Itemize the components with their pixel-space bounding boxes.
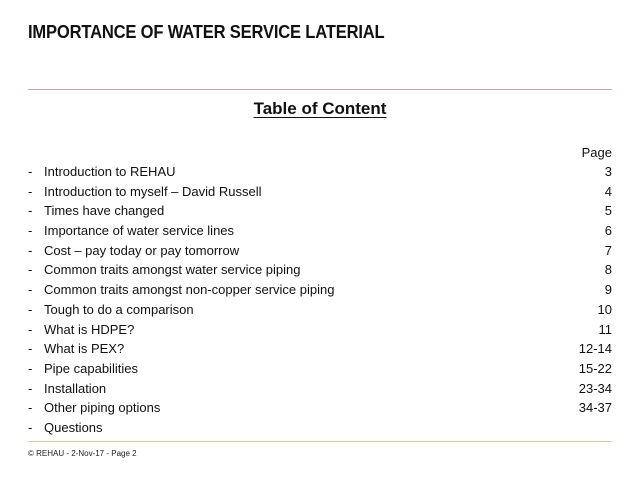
table-of-contents — [28, 162, 612, 438]
toc-item-page: 15-22 — [578, 360, 612, 376]
toc-item-title: Introduction to REHAU — [44, 164, 176, 179]
toc-item — [28, 300, 612, 320]
toc-item-page: 10 — [597, 301, 612, 317]
toc-item-title: Common traits amongst non-copper service piping — [44, 282, 335, 298]
toc-bullet: - — [28, 203, 33, 219]
toc-bullet: - — [28, 360, 33, 376]
toc-heading-text: Table of Content — [253, 99, 387, 118]
toc-item-title: What is HDPE? — [44, 321, 135, 337]
toc-item — [28, 398, 612, 418]
toc-item-page: 6 — [604, 223, 612, 239]
toc-item-title: Cost – pay today or pay tomorrow — [44, 242, 240, 258]
toc-bullet: - — [28, 321, 33, 337]
toc-bullet: - — [28, 183, 33, 199]
toc-item-page: 4 — [604, 183, 612, 199]
toc-bullet: - — [28, 164, 33, 179]
toc-item-page: 11 — [598, 321, 612, 337]
toc-item-page: 7 — [604, 242, 612, 258]
toc-item-page: 34-37 — [578, 400, 612, 416]
toc-item-title: Introduction to myself – David Russell — [44, 183, 262, 199]
toc-item-title: Importance of water service lines — [44, 223, 235, 239]
toc-item — [28, 221, 612, 241]
toc-item — [28, 201, 612, 221]
toc-item-page: 5 — [604, 203, 612, 219]
footer-divider — [28, 441, 612, 442]
toc-item — [28, 339, 612, 359]
toc-bullet: - — [28, 301, 33, 317]
toc-item — [28, 182, 612, 202]
toc-item-title: Questions — [44, 419, 103, 435]
toc-item-page: 12-14 — [578, 341, 612, 357]
toc-item — [28, 260, 612, 280]
toc-item — [28, 162, 612, 182]
toc-item-page: 3 — [604, 164, 612, 179]
page-column-label: Page — [581, 145, 612, 160]
toc-item — [28, 320, 612, 340]
toc-item-title: Times have changed — [44, 203, 165, 219]
toc-bullet: - — [28, 380, 33, 396]
toc-item-page: 8 — [604, 262, 612, 278]
title-divider — [28, 89, 612, 90]
footer-copyright: © REHAU - 2-Nov-17 - Page 2 — [28, 449, 137, 458]
toc-heading — [0, 99, 640, 119]
slide-title: IMPORTANCE OF WATER SERVICE LATERIAL — [28, 22, 385, 42]
toc-item-title: What is PEX? — [44, 341, 125, 357]
toc-item — [28, 379, 612, 399]
toc-item-title: Tough to do a comparison — [44, 301, 194, 317]
toc-item — [28, 280, 612, 300]
toc-bullet: - — [28, 341, 33, 357]
toc-item-title: Common traits amongst water service piping — [44, 262, 301, 278]
toc-item-title: Pipe capabilities — [44, 360, 138, 376]
toc-bullet: - — [28, 400, 33, 416]
toc-bullet: - — [28, 223, 33, 239]
toc-item-title: Installation — [44, 380, 107, 396]
toc-item-page: 23-34 — [578, 380, 612, 396]
toc-item-title: Other piping options — [44, 400, 161, 416]
toc-bullet: - — [28, 419, 33, 435]
toc-item — [28, 241, 612, 261]
toc-item — [28, 359, 612, 379]
toc-bullet: - — [28, 242, 33, 258]
toc-item-page: 9 — [604, 282, 612, 298]
toc-bullet: - — [28, 282, 33, 298]
toc-item — [28, 418, 612, 438]
toc-bullet: - — [28, 262, 33, 278]
